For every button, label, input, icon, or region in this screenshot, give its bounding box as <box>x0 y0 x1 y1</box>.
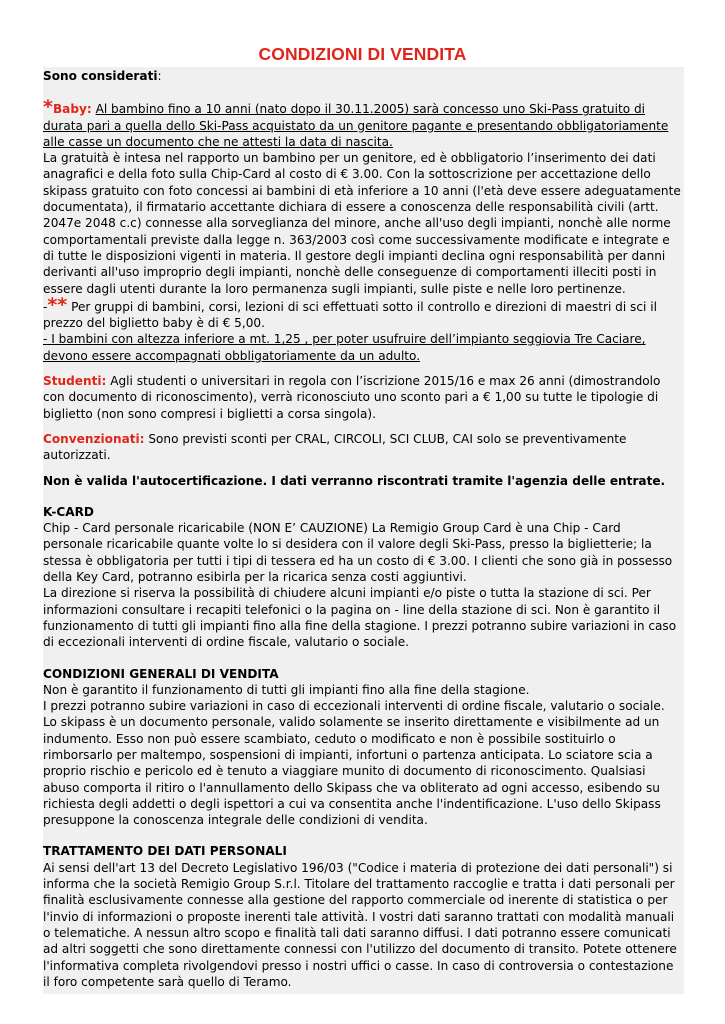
baby-label: Baby: <box>52 102 92 117</box>
page-title: CONDIZIONI DI VENDITA <box>258 44 467 64</box>
baby-star: * <box>43 96 53 119</box>
agreements-paragraph <box>43 431 683 464</box>
intro-colon: : <box>157 69 162 83</box>
baby-groups <box>43 293 683 332</box>
baby-lead-text: Al bambino fino a 10 anni (nato dopo il 30.11.2005) sarà concesso uno Ski-Pass gratuito di durata pari a quella dello Ski-Pass acquistato da un genitore pagante e presentando obbligatoriamente alle casse un documento che ne attesti la data di nascita. <box>43 102 669 149</box>
general-line-2: I prezzi potranno subire variazioni in caso di eccezionali interventi di ordine fiscale, valutario o sociale. <box>43 699 665 714</box>
general-line-3: Lo skipass è un documento personale, valido solamente se inserito direttamente e visibilmente ad un indumento. Esso non può essere scambiato, ceduto o modificato e non è possibile sostituirlo o rimborsarlo per maltempo, sospensioni di impianti, infortuni o partenza anticipata. Lo sciatore scia a proprio rischio e pericolo ed è tenuto a viaggiare munito di documento di riconoscimento. Qualsiasi abuso comporta il ritiro o l'annullamento dello Skipass che va obliterato ad ogni accesso, esibendo su richiesta degli addetti o degli ispettori a cui va consentita anche l'indentificazione. L'uso dello Skipass presuppone la conoscenza integrale delle condizioni di vendita. <box>43 715 661 828</box>
kcard-paragraph-1: Chip - Card personale ricaricabile (NON E’ CAUZIONE) La Remigio Group Card è una Chip - Card personale ricaricabile quante volte lo si desidera con il valore degli Ski-Pass, presso la biglietterie; la stessa è obbligatoria per tutti i tipi di tessera ed ha un costo di € 3.00. I clienti che sono già in possesso della Key Card, potranno esibirla per la ricarica senza costi aggiuntivi. <box>43 521 673 585</box>
baby-body: La gratuità è intesa nel rapporto un bambino per un genitore, ed è obbligatorio l’inserimento dei dati anagrafici e della foto sulla Chip-Card al costo di € 3.00. Con la sottoscrizione per accettazione dello skipass gratuito con foto concessi ai bambini di età inferiore a 10 anni (l'età deve essere adeguatamente documentata), il firmatario accettante dichiara di essere a conoscenza delle responsabilità civili (artt. 2047e 2048 c.c) connesse alla sorveglianza del minore, anche all'uso degli impianti, nonchè alle norme comportamentali previste dalla legge n. 363/2003 così come successivamente modificate e integrate e di tutte le disposizioni vigenti in materia. Il gestore degli impianti declina ogni responsabilità per danni derivanti all'uso improprio degli impianti, nonchè delle conseguenze di comportamenti illeciti posti in essere dagli utenti durante la loro permanenza sugli impianti, sulle piste e nelle loro pertinenze. <box>43 151 681 296</box>
privacy-text: Ai sensi dell'art 13 del Decreto Legislativo 196/03 ("Codice i materia di protezione dei dati personali") si informa che la società Remigio Group S.r.l. Titolare del trattamento raccoglie e tratta i dati personali per finalità esclusivamente connesse alla gestione del rapporto commerciale od inerente di statistica o per l'invio di informazioni o proposte inerenti tale attività. I vostri dati saranno trattati con modalità manuali o telematiche. A nessun altro scopo e finalità tali dati saranno diffusi. I dati potranno essere comunicati ad altri soggetti che sono direttamente connessi con l'utilizzo del documento di transito. Potete ottenere l'informativa completa rivolgendovi presso i nostri uffici o casse. In caso di controversia o contestazione il foro competente sarà quello di Teramo. <box>43 860 677 989</box>
intro-heading: Sono considerati <box>43 69 158 83</box>
students-paragraph <box>43 373 683 422</box>
groups-dash: - <box>43 299 48 314</box>
agreements-label: Convenzionati: <box>43 431 145 446</box>
agreements-text: Sono previsti sconti per CRAL, CIRCOLI, SCI CLUB, CAI solo se preventivamente autorizzati. <box>43 431 627 463</box>
general-heading: CONDIZIONI GENERALI DI VENDITA <box>43 666 279 681</box>
intro-line <box>43 68 683 84</box>
no-self-cert-notice: Non è valida l'autocertificazione. I dati verranno riscontrati tramite l'agenzia delle entrate. <box>43 473 666 488</box>
students-text: Agli studenti o universitari in regola con l’iscrizione 2015/16 e max 26 anni (dimostrandolo con documento di riconoscimento), verrà riconosciuto uno sconto pari a € 1,00 su tutte le tipologie di biglietto (non sono compresi i biglietti a corsa singola). <box>43 374 661 421</box>
general-line-1: Non è garantito il funzionamento di tutti gli impianti fino alla fine della stagione. <box>43 682 530 697</box>
students-label: Studenti: <box>43 374 107 389</box>
privacy-heading: TRATTAMENTO DEI DATI PERSONALI <box>43 844 287 859</box>
conditions-content <box>43 67 684 994</box>
baby-height-note: - I bambini con altezza inferiore a mt. 1,25 , per poter usufruire dell’impianto seggiovia Tre Caciare, devono essere accompagnati obbligatoriamente da un adulto. <box>43 332 646 363</box>
groups-text: Per gruppi di bambini, corsi, lezioni di sci effettuati sotto il controllo e direzioni di maestri di sci il prezzo del biglietto baby è di € 5,00. <box>43 299 657 331</box>
groups-stars: ** <box>47 293 68 316</box>
kcard-heading: K-CARD <box>43 504 94 519</box>
baby-lead <box>43 96 683 150</box>
kcard-paragraph-2: La direzione si riserva la possibilità di chiudere alcuni impianti e/o piste o tutta la stazione di sci. Per informazioni consultare i recapiti telefonici o la pagina on - line della stazione di sci. Non è garantito il funzionamento di tutti gli impianti fino alla fine della stagione. I prezzi potranno subire variazioni in caso di eccezionali interventi di ordine fiscale, valutario o sociale. <box>43 586 677 650</box>
